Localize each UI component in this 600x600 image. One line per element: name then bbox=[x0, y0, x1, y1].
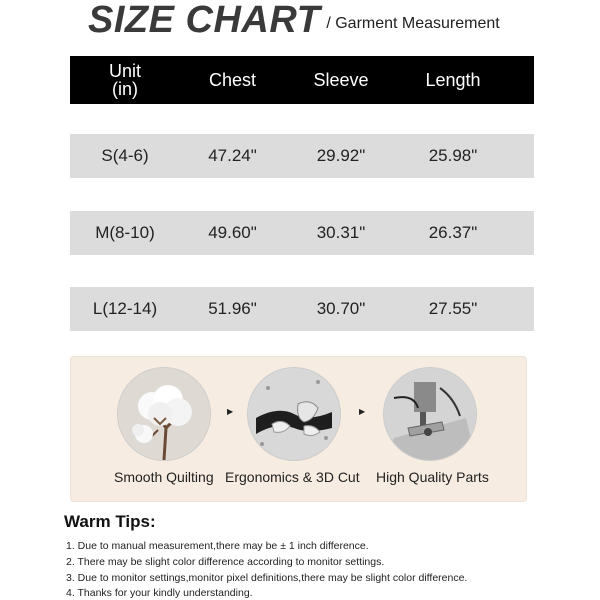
sleeve-value: 30.31" bbox=[316, 223, 366, 242]
header-length: Length bbox=[425, 70, 481, 90]
features-panel bbox=[70, 356, 527, 502]
size-label: M(8-10) bbox=[95, 223, 155, 242]
arrow-icon: ▶ bbox=[359, 407, 366, 416]
table-header bbox=[70, 56, 534, 104]
title-row bbox=[88, 0, 500, 40]
feature-label-ergonomics: Ergonomics & 3D Cut bbox=[225, 469, 360, 485]
header-unit: Unit (in) bbox=[108, 61, 141, 99]
cotton-icon bbox=[117, 367, 211, 461]
header-sleeve: Sleeve bbox=[313, 70, 369, 90]
chest-value: 51.96" bbox=[208, 299, 257, 318]
table-row-l bbox=[70, 287, 534, 331]
sewing-machine-icon bbox=[383, 367, 477, 461]
length-value: 27.55" bbox=[428, 299, 478, 318]
header-chest: Chest bbox=[208, 70, 257, 90]
table-row-m bbox=[70, 211, 534, 255]
table-row-s bbox=[70, 134, 534, 178]
tip-item: 3. Due to monitor settings,monitor pixel definitions,there may be slight color difference. bbox=[66, 572, 468, 584]
sleeve-value: 30.70" bbox=[316, 299, 366, 318]
tip-item: 1. Due to manual measurement,there may be ± 1 inch difference. bbox=[66, 540, 369, 552]
feature-label-quilting: Smooth Quilting bbox=[114, 469, 214, 485]
sleeve-value: 29.92" bbox=[316, 146, 366, 165]
size-chart-title: SIZE CHART bbox=[88, 0, 321, 41]
length-value: 26.37" bbox=[428, 223, 478, 242]
length-value: 25.98" bbox=[428, 146, 478, 165]
size-label: L(12-14) bbox=[92, 299, 158, 318]
arrow-icon: ▶ bbox=[227, 407, 234, 416]
warm-tips-title: Warm Tips: bbox=[64, 512, 156, 531]
tip-item: 4. Thanks for your kindly understanding. bbox=[66, 587, 253, 599]
chest-value: 47.24" bbox=[208, 146, 257, 165]
hands-fabric-icon bbox=[247, 367, 341, 461]
chest-value: 49.60" bbox=[208, 223, 257, 242]
size-chart-subtitle: / Garment Measurement bbox=[326, 15, 500, 32]
feature-label-parts: High Quality Parts bbox=[376, 469, 489, 485]
tip-item: 2. There may be slight color difference according to monitor settings. bbox=[66, 556, 385, 568]
size-label: S(4-6) bbox=[101, 146, 149, 165]
